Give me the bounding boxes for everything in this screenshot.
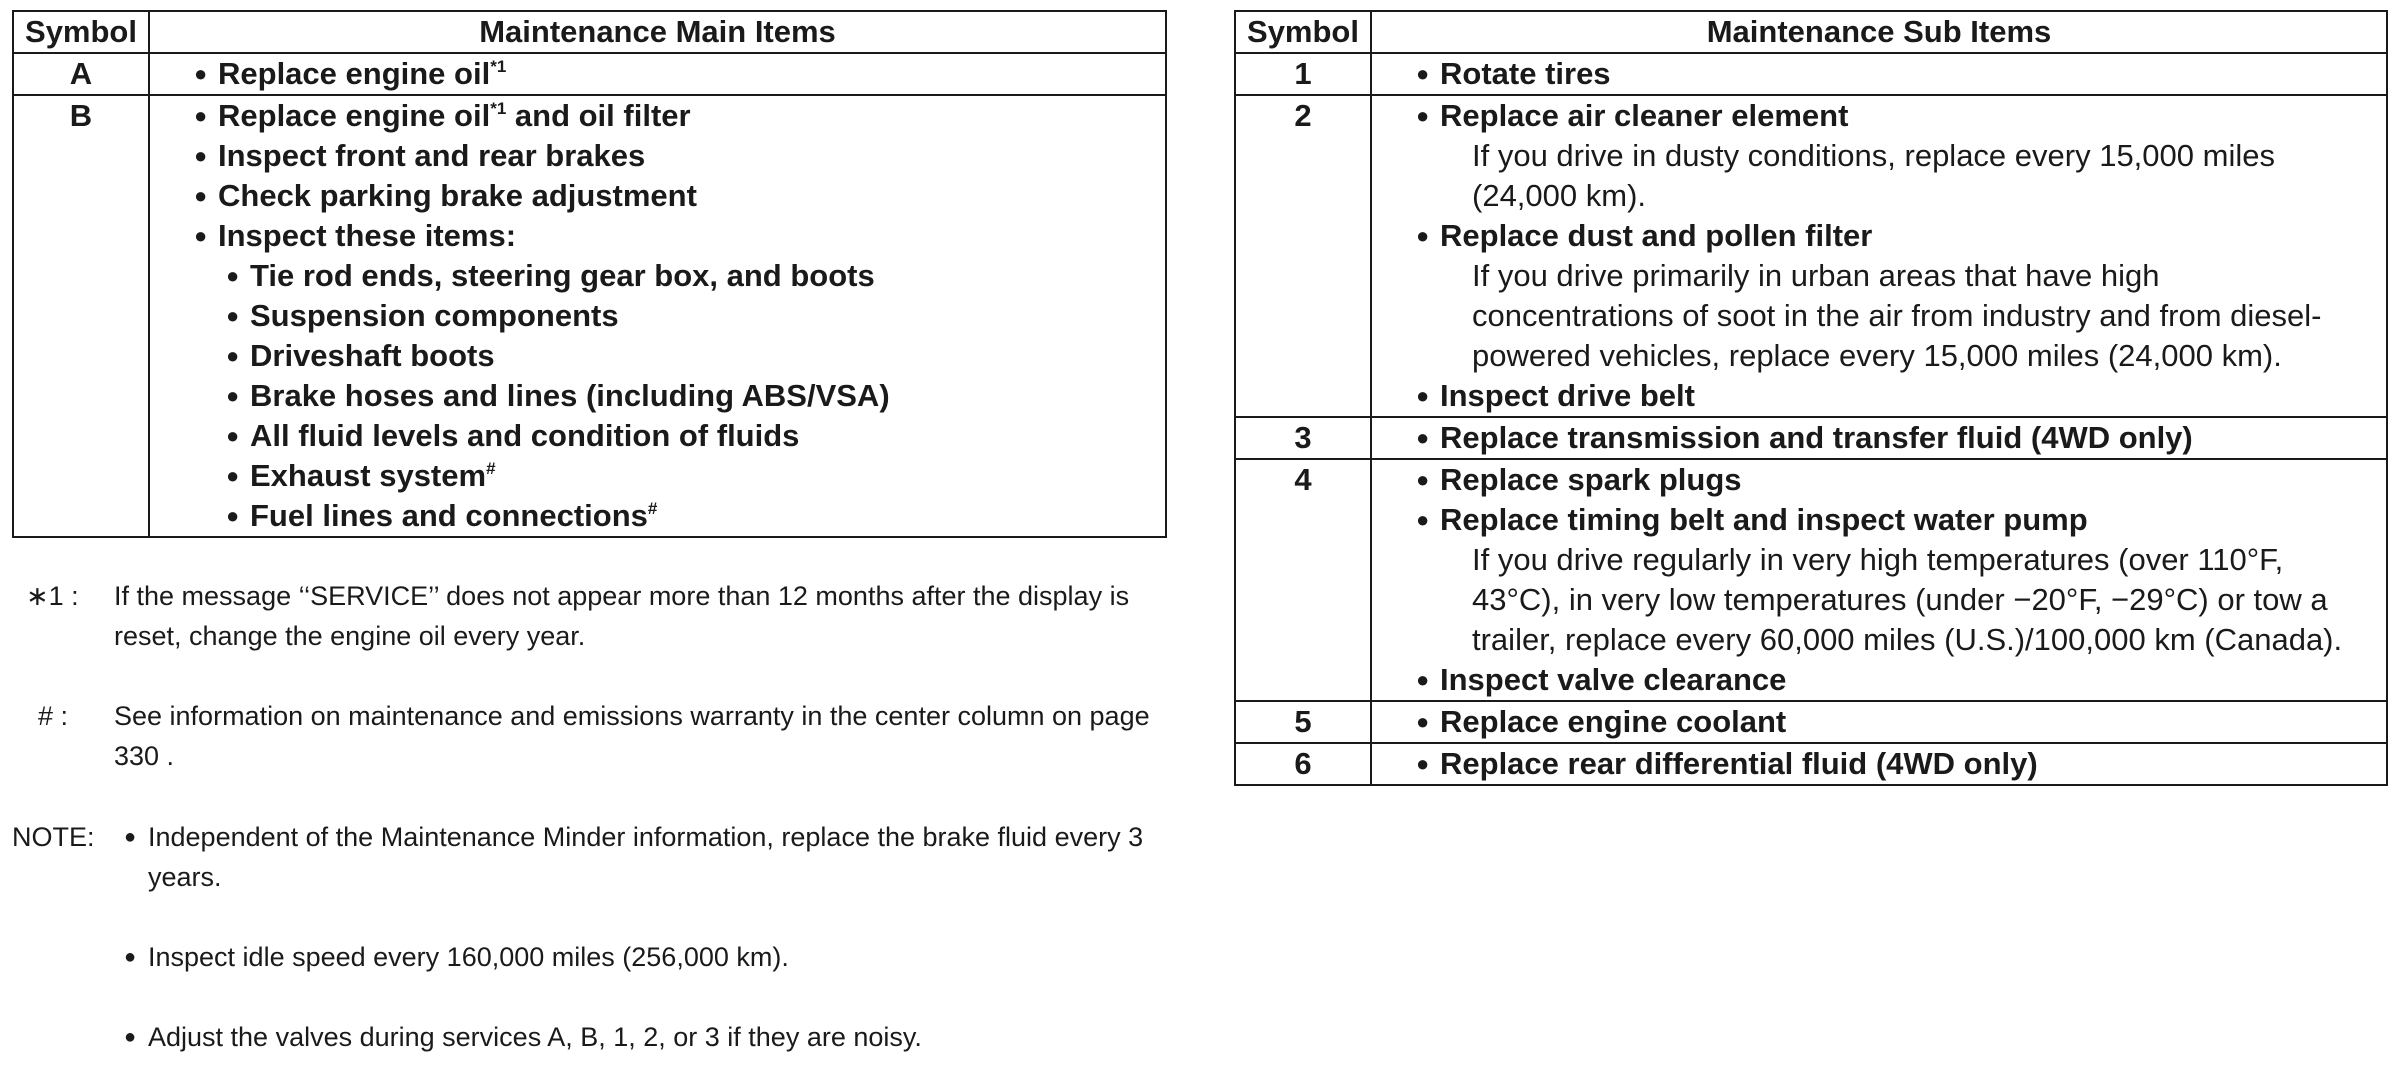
footnote-hash — [38, 696, 1188, 781]
bullet-icon: ● — [1416, 61, 1430, 86]
maintenance-sub-items-table — [1234, 10, 2388, 786]
bullet-icon: ● — [226, 343, 240, 368]
symbol-cell: 6 — [1235, 743, 1371, 785]
list-item: ● Replace transmission and transfer fluid (4WD only) — [1372, 418, 2386, 458]
table-row — [13, 53, 1166, 95]
list-item: ● Replace rear differential fluid (4WD only) — [1372, 744, 2386, 784]
bullet-icon: ● — [1416, 507, 1430, 532]
list-subitem: ● All fluid levels and condition of fluids — [150, 416, 1165, 456]
sub-table-symbol-header: Symbol — [1235, 11, 1371, 53]
notes-label: NOTE: — [12, 822, 95, 852]
note-item: ● Adjust the valves during services A, B, 1, 2, or 3 if they are noisy. — [124, 1017, 1164, 1057]
bullet-icon: ● — [1416, 103, 1430, 128]
list-item: ● Rotate tires — [1372, 54, 2386, 94]
bullet-icon: ● — [194, 143, 208, 168]
symbol-cell: 3 — [1235, 417, 1371, 459]
footnote-marker: # : — [38, 701, 69, 731]
bullet-icon: ● — [194, 183, 208, 208]
bullet-icon: ● — [226, 423, 240, 448]
list-item: ● Check parking brake adjustment — [150, 176, 1165, 216]
table-row — [1235, 701, 2387, 743]
symbol-cell: B — [13, 95, 149, 537]
symbol-cell: A — [13, 53, 149, 95]
symbol-cell: 2 — [1235, 95, 1371, 417]
table-row — [1235, 743, 2387, 785]
maintenance-main-items-table — [12, 10, 1167, 538]
list-item: ● Replace dust and pollen filter — [1372, 216, 2386, 256]
item-note: If you drive primarily in urban areas that have high concentrations of soot in the air from industry and from diesel-powered vehicles, replace every 15,000 miles (24,000 km). — [1472, 258, 2322, 373]
sub-table-items-header: Maintenance Sub Items — [1371, 11, 2387, 53]
list-item: ● Inspect drive belt — [1372, 376, 2386, 416]
bullet-icon: ● — [1416, 667, 1430, 692]
main-table-symbol-header: Symbol — [13, 11, 149, 53]
main-table-items-header: Maintenance Main Items — [149, 11, 1166, 53]
list-subitem: ● Driveshaft boots — [150, 336, 1165, 376]
list-item: ● Inspect valve clearance — [1372, 660, 2386, 700]
footnote-marker: ∗1 : — [26, 581, 79, 611]
bullet-icon: ● — [226, 503, 240, 528]
table-row — [1235, 417, 2387, 459]
bullet-icon: ● — [1416, 383, 1430, 408]
item-note: If you drive in dusty conditions, replace every 15,000 miles (24,000 km). — [1472, 138, 2275, 213]
item-note: If you drive regularly in very high temperatures (over 110°F, 43°C), in very low temperatures (under −20°F, −29°C) or tow a trailer, replace every 60,000 miles (U.S.)/100,000 km (Canada). — [1472, 542, 2343, 657]
list-subitem: ● Brake hoses and lines (including ABS/VSA) — [150, 376, 1165, 416]
bullet-icon: ● — [1416, 467, 1430, 492]
bullet-icon: ● — [226, 383, 240, 408]
table-row — [1235, 459, 2387, 701]
list-item: ● Replace engine oil$^{*1}$ — [150, 54, 1165, 94]
symbol-cell: 4 — [1235, 459, 1371, 701]
list-subitem: ● Exhaust system# — [150, 456, 1165, 496]
table-row — [1235, 95, 2387, 417]
list-subitem: ● Tie rod ends, steering gear box, and boots — [150, 256, 1165, 296]
bullet-icon: ● — [1416, 425, 1430, 450]
symbol-cell: 5 — [1235, 701, 1371, 743]
list-item: ● Inspect these items: — [150, 216, 1165, 256]
list-item: ● Replace engine coolant — [1372, 702, 2386, 742]
bullet-icon: ● — [194, 103, 208, 128]
note-item: ● Independent of the Maintenance Minder information, replace the brake fluid every 3 years. — [124, 817, 1164, 897]
bullet-icon: ● — [124, 1026, 137, 1048]
table-row — [1235, 53, 2387, 95]
bullet-icon: ● — [194, 61, 208, 86]
symbol-cell: 1 — [1235, 53, 1371, 95]
list-item: ● Replace timing belt and inspect water pump — [1372, 500, 2386, 540]
bullet-icon: ● — [124, 826, 137, 848]
bullet-icon: ● — [226, 303, 240, 328]
footnote-text: See information on maintenance and emissions warranty in the center column on page 330 . — [114, 701, 1150, 771]
bullet-icon: ● — [1416, 751, 1430, 776]
bullet-icon: ● — [1416, 223, 1430, 248]
bullet-icon: ● — [226, 463, 240, 488]
bullet-icon: ● — [226, 263, 240, 288]
list-item: ● Inspect front and rear brakes — [150, 136, 1165, 176]
list-item: ● Replace engine oil$^{*1}$ and oil filter — [150, 96, 1165, 136]
note-item: ● Inspect idle speed every 160,000 miles (256,000 km). — [124, 937, 1164, 977]
bullet-icon: ● — [194, 223, 208, 248]
footnote-text: If the message ‘‘SERVICE’’ does not appear more than 12 months after the display is reset, change the engine oil every year. — [114, 581, 1130, 651]
bullet-icon: ● — [124, 946, 137, 968]
table-row — [13, 95, 1166, 537]
list-item: ● Replace spark plugs — [1372, 460, 2386, 500]
list-subitem: ● Fuel lines and connections# — [150, 496, 1165, 536]
footnote-star — [26, 576, 1176, 661]
bullet-icon: ● — [1416, 709, 1430, 734]
list-subitem: ● Suspension components — [150, 296, 1165, 336]
list-item: ● Replace air cleaner element — [1372, 96, 2386, 136]
